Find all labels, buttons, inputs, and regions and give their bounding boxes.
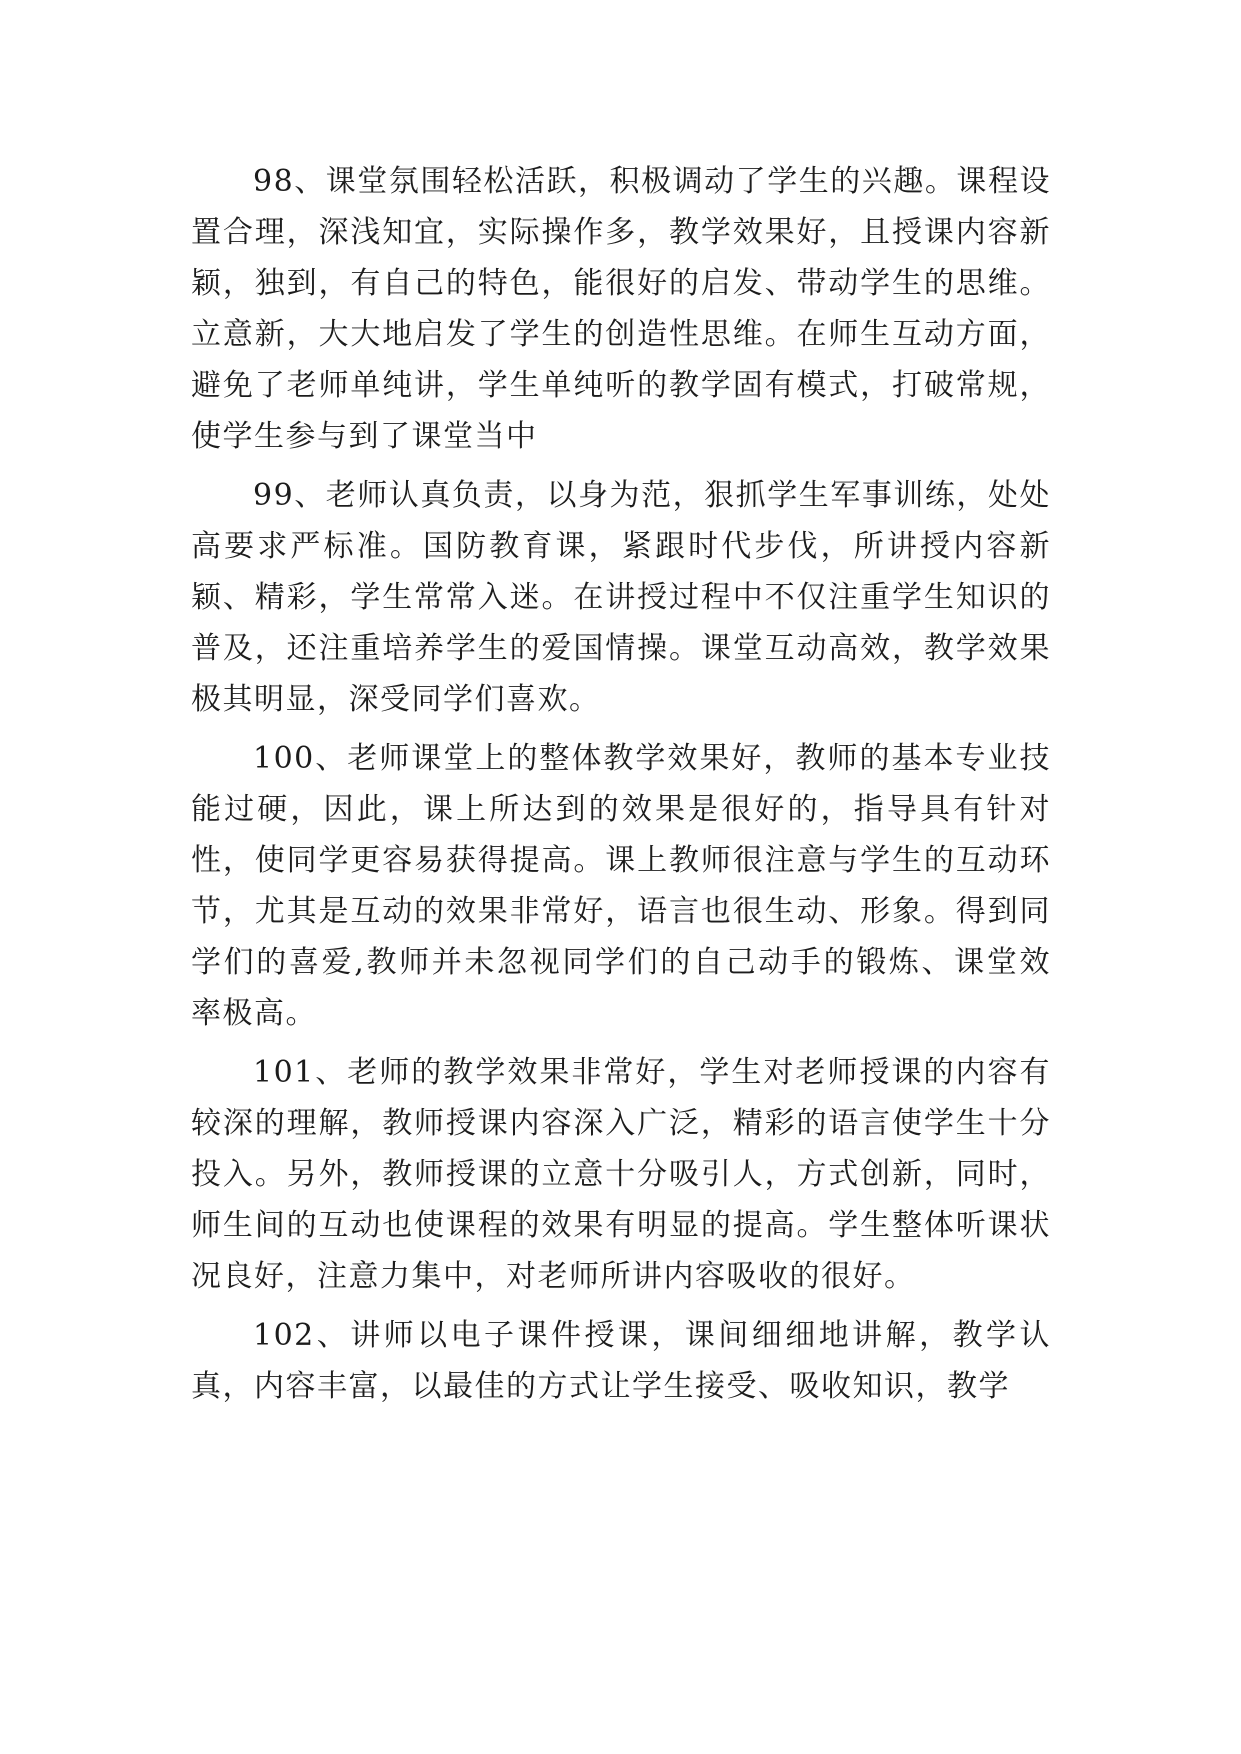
paragraph-101: 101、老师的教学效果非常好，学生对老师授课的内容有较深的理解，教师授课内容深入广泛，精彩的语言使学生十分投入。另外，教师授课的立意十分吸引人，方式创新，同时，师生间的互动也使课程的效果有明显的提高。学生整体听课状况良好，注意力集中，对老师所讲内容吸收的很好。 — [191, 1055, 1051, 1294]
paragraph-98: 98、课堂氛围轻松活跃，积极调动了学生的兴趣。课程设置合理，深浅知宜，实际操作多，教学效果好，且授课内容新颖，独到，有自己的特色，能很好的启发、带动学生的思维。立意新，大大地启发了学生的创造性思维。在师生互动方面，避免了老师单纯讲，学生单纯听的教学固有模式，打破常规，使学生参与到了课堂当中 — [191, 164, 1051, 454]
document-body — [191, 156, 1051, 1420]
paragraph-99: 99、老师认真负责，以身为范，狠抓学生军事训练，处处高要求严标准。国防教育课，紧跟时代步伐，所讲授内容新颖、精彩，学生常常入迷。在讲授过程中不仅注重学生知识的普及，还注重培养学生的爱国情操。课堂互动高效，教学效果极其明显，深受同学们喜欢。 — [191, 478, 1051, 717]
paragraph-100: 100、老师课堂上的整体教学效果好，教师的基本专业技能过硬，因此，课上所达到的效果是很好的，指导具有针对性，使同学更容易获得提高。课上教师很注意与学生的互动环节，尤其是互动的效果非常好，语言也很生动、形象。得到同学们的喜爱,教师并未忽视同学们的自己动手的锻炼、课堂效率极高。 — [191, 741, 1051, 1031]
paragraph-102: 102、讲师以电子课件授课，课间细细地讲解，教学认真，内容丰富，以最佳的方式让学生接受、吸收知识，教学 — [191, 1318, 1051, 1404]
